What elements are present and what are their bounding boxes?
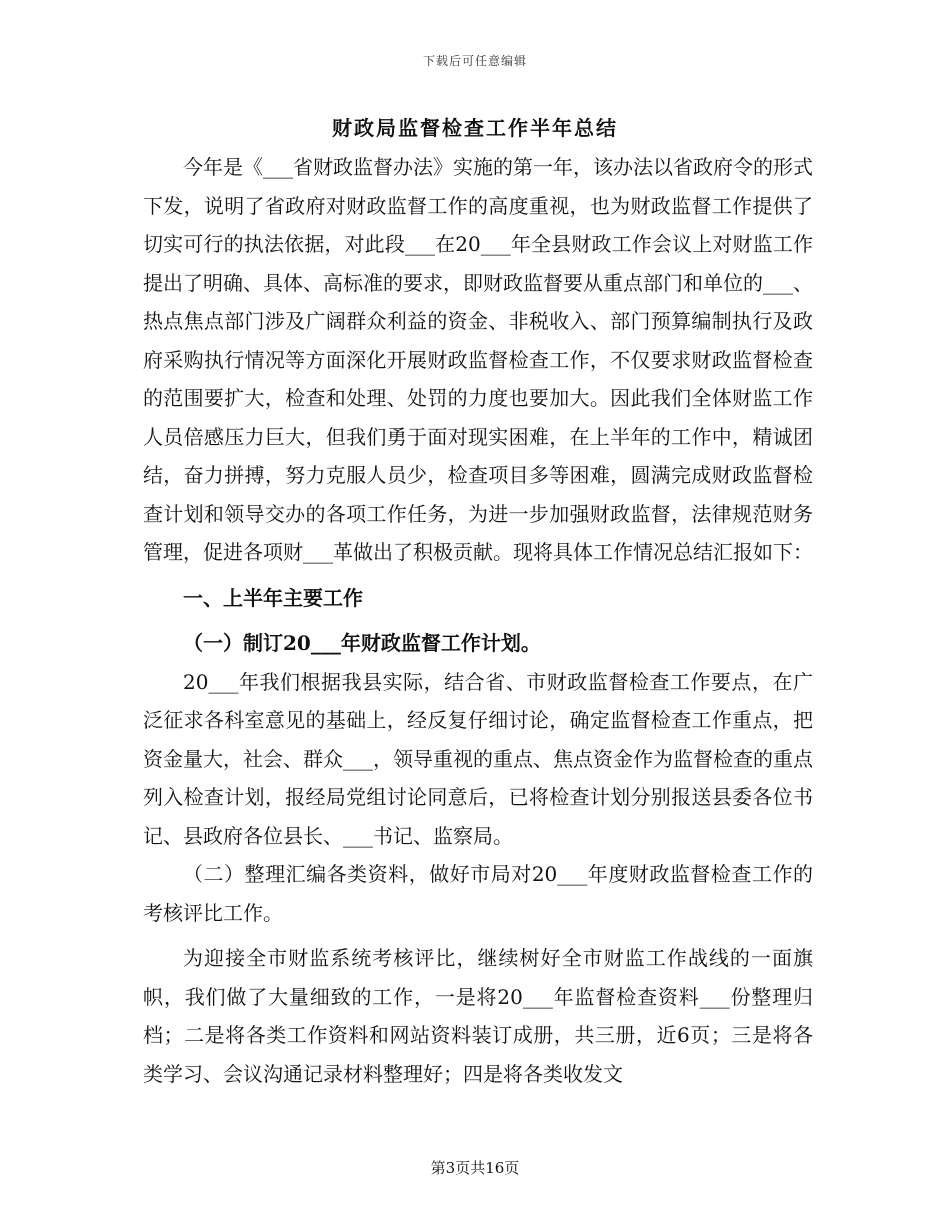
document-body	[143, 148, 813, 1093]
subsection-heading-1: （一）制订20___年财政监督工作计划。	[183, 631, 541, 655]
header-note: 下载后可任意编辑	[422, 54, 527, 68]
intro-paragraph: 今年是《___省财政监督办法》实施的第一年，该办法以省政府令的形式下发，说明了省政府对财政监督工作的高度重视，也为财政监督工作提供了切实可行的执法依据，对此段___在20___年全县财政工作会议上对财监工作提出了明确、具体、高标准的要求，即财政监督要从重点部门和单位的___、热点焦点部门涉及广阔群众利益的资金、非税收入、部门预算编制执行及政府采购执行情况等方面深化开展财政监督检查工作，不仅要求财政监督检查的范围要扩大，检查和处理、处罚的力度也要加大。因此我们全体财监工作人员倍感压力巨大，但我们勇于面对现实困难，在上半年的工作中，精诚团结，奋力拼搏，努力克服人员少，检查项目多等困难，圆满完成财政监督检查计划和领导交办的各项工作任务，为进一步加强财政监督，法律规范财务管理，促进各项财___革做出了积极贡献。现将具体工作情况总结汇报如下：	[143, 155, 813, 564]
subsection-1-paragraph: 20___年我们根据我县实际，结合省、市财政监督检查工作要点，在广泛征求各科室意见的基础上，经反复仔细讨论，确定监督检查工作重点，把资金量大，社会、群众___，领导重视的重点、焦点资金作为监督检查的重点列入检查计划，报经局党组讨论同意后，已将检查计划分别报送县委各位书记、县政府各位县长、___书记、监察局。	[143, 669, 813, 848]
section-heading-1: 一、上半年主要工作	[183, 585, 363, 610]
page-title: 财政局监督检查工作半年总结	[332, 116, 618, 140]
page-footer: 第3页共16页	[430, 1159, 520, 1177]
subsection-2-paragraph: 为迎接全市财监系统考核评比，继续树好全市财监工作战线的一面旗帜，我们做了大量细致的工作，一是将20___年监督检查资料___份整理归档；二是将各类工作资料和网站资料装订成册，共三册，近6页；三是将各类学习、会议沟通记录材料整理好；四是将各类收发文	[143, 946, 813, 1086]
subsection-heading-2: （二）整理汇编各类资料，做好市局对20___年度财政监督检查工作的考核评比工作。	[143, 862, 813, 925]
